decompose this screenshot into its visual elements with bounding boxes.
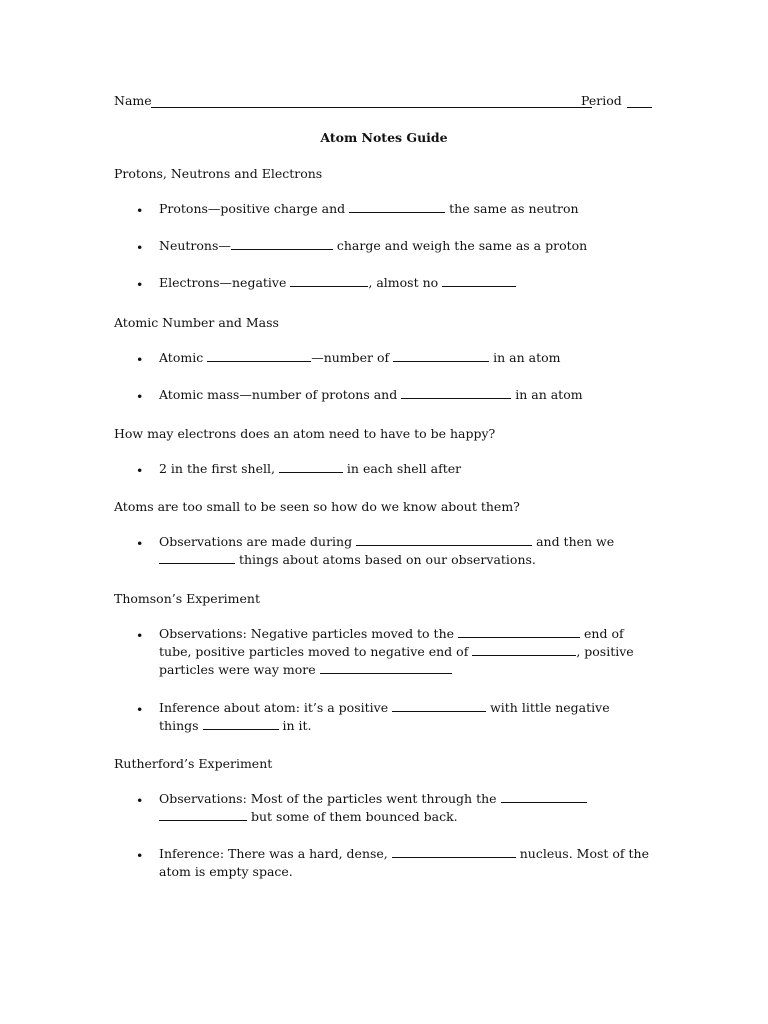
bullet-glyph: • [136, 536, 144, 551]
fill-blank[interactable] [401, 386, 511, 399]
bullet-atomic-number [159, 349, 561, 367]
bullet-glyph: • [136, 848, 144, 863]
section-heading-rutherford: Rutherford’s Experiment [114, 756, 273, 771]
bullet-text: end of [584, 626, 624, 641]
fill-blank[interactable] [203, 717, 279, 730]
fill-blank[interactable] [207, 349, 311, 362]
bullet-rutherford-inference [159, 845, 649, 881]
fill-blank[interactable] [392, 845, 516, 858]
period-blank[interactable] [627, 107, 652, 108]
bullet-text: atom is empty space. [159, 864, 293, 879]
bullet-glyph: • [136, 702, 144, 717]
period-label: Period [581, 93, 622, 108]
bullet-glyph: • [136, 277, 144, 292]
fill-blank[interactable] [159, 808, 247, 821]
bullet-thomson-inference [159, 699, 610, 735]
bullet-glyph: • [136, 203, 144, 218]
bullet-text: in an atom [515, 387, 583, 402]
fill-blank[interactable] [442, 274, 516, 287]
bullet-text: Inference: There was a hard, dense, [159, 846, 388, 861]
header-row [114, 93, 652, 111]
bullet-thomson-observations [159, 625, 634, 679]
bullet-text: 2 in the first shell, [159, 461, 275, 476]
bullet-text: tube, positive particles moved to negative end of [159, 644, 469, 659]
bullet-text: , almost no [368, 275, 439, 290]
bullet-text: , positive [576, 644, 634, 659]
bullet-glyph: • [136, 628, 144, 643]
bullet-text: in an atom [493, 350, 561, 365]
bullet-glyph: • [136, 793, 144, 808]
section-heading-observation: Atoms are too small to be seen so how do we know about them? [114, 499, 520, 514]
bullet-text: in each shell after [346, 461, 462, 476]
bullet-text: Protons—positive charge and [159, 201, 346, 216]
bullet-text: in it. [282, 718, 312, 733]
fill-blank[interactable] [392, 699, 486, 712]
bullet-glyph: • [136, 463, 144, 478]
bullet-rutherford-observations [159, 790, 587, 826]
bullet-text: Electrons—negative [159, 275, 287, 290]
bullet-text: Atomic mass—number of protons and [159, 387, 398, 402]
bullet-glyph: • [136, 352, 144, 367]
bullet-text: charge and weigh the same as a proton [336, 238, 588, 253]
bullet-text: Observations: Most of the particles went through the [159, 791, 497, 806]
name-label: Name [114, 93, 152, 108]
bullet-shells [159, 460, 461, 478]
fill-blank[interactable] [393, 349, 489, 362]
bullet-text: Inference about atom: it’s a positive [159, 700, 389, 715]
bullet-protons [159, 200, 579, 218]
bullet-text: Observations are made during [159, 534, 353, 549]
fill-blank[interactable] [458, 625, 580, 638]
bullet-text: —number of [311, 350, 390, 365]
fill-blank[interactable] [356, 533, 532, 546]
bullet-text: and then we [536, 534, 615, 549]
bullet-text: with little negative [490, 700, 610, 715]
bullet-text: things about atoms based on our observations. [238, 552, 536, 567]
bullet-neutrons [159, 237, 587, 255]
fill-blank[interactable] [279, 460, 343, 473]
fill-blank[interactable] [159, 551, 235, 564]
bullet-electrons [159, 274, 516, 292]
bullet-observations [159, 533, 614, 569]
bullet-glyph: • [136, 240, 144, 255]
page-title: Atom Notes Guide [320, 130, 448, 145]
bullet-text: Atomic [159, 350, 204, 365]
bullet-text: Observations: Negative particles moved to the [159, 626, 455, 641]
bullet-text: Neutrons— [159, 238, 231, 253]
fill-blank[interactable] [501, 790, 587, 803]
fill-blank[interactable] [231, 237, 333, 250]
bullet-text: particles were way more [159, 662, 316, 677]
bullet-text: nucleus. Most of the [519, 846, 649, 861]
bullet-atomic-mass [159, 386, 583, 404]
section-heading-particles: Protons, Neutrons and Electrons [114, 166, 323, 181]
bullet-text: but some of them bounced back. [250, 809, 458, 824]
section-heading-atomic: Atomic Number and Mass [114, 315, 279, 330]
fill-blank[interactable] [472, 643, 576, 656]
bullet-glyph: • [136, 389, 144, 404]
fill-blank[interactable] [290, 274, 368, 287]
section-heading-electrons: How may electrons does an atom need to have to be happy? [114, 426, 496, 441]
name-blank[interactable] [151, 107, 592, 108]
fill-blank[interactable] [349, 200, 445, 213]
fill-blank[interactable] [320, 661, 452, 674]
bullet-text: the same as neutron [449, 201, 579, 216]
bullet-text: things [159, 718, 199, 733]
section-heading-thomson: Thomson’s Experiment [114, 591, 260, 606]
